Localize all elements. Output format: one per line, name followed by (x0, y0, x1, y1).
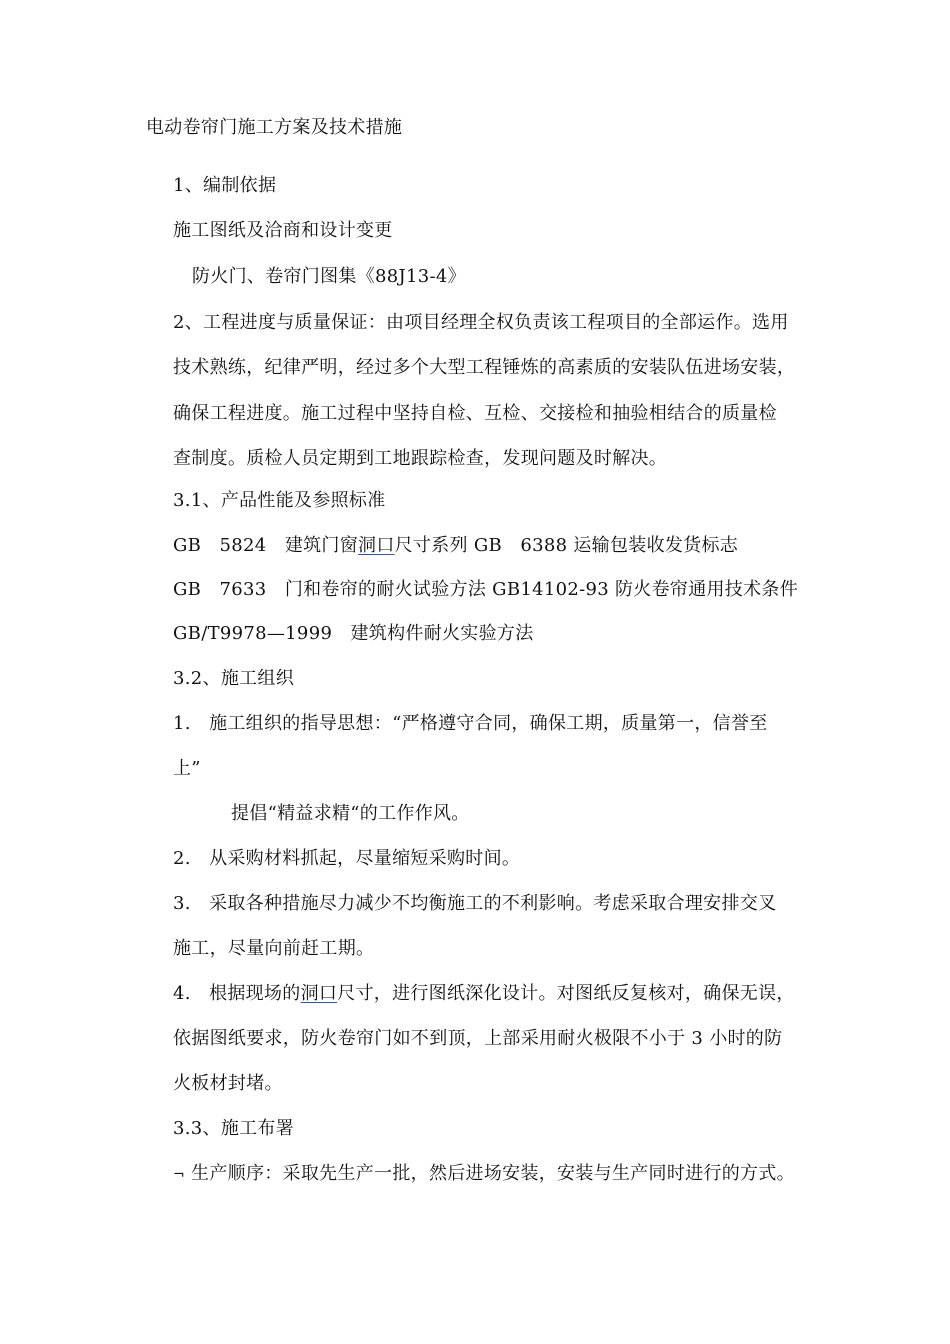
org-item-4-underlined: 洞口 (300, 983, 338, 1004)
bullet-mark: ¬ (173, 1167, 186, 1183)
org-item-2: 2. 从采购材料抓起，尽量缩短采购时间。 (173, 848, 521, 869)
section-3-2-heading: 3.2、施工组织 (173, 668, 295, 689)
section-2-line-1: 2、工程进度与质量保证：由项目经理全权负责该工程项目的全部运作。选用 (173, 312, 789, 333)
section-3-3-heading: 3.3、施工布署 (173, 1118, 295, 1139)
org-item-4-line-1 (173, 981, 795, 1007)
standard-line-1 (173, 533, 738, 559)
section-2-line-3: 确保工程进度。施工过程中坚持自检、互检、交接检和抽验相结合的质量检 (173, 403, 777, 424)
section-3-1-heading: 3.1、产品性能及参照标准 (173, 490, 386, 511)
standard-1-part-b: 尺寸系列 GB 6388 运输包装收发货标志 (394, 535, 739, 556)
section-2-line-4: 查制度。质检人员定期到工地跟踪检查，发现问题及时解决。 (173, 448, 668, 469)
standard-1-part-a: GB 5824 建筑门窗 (173, 535, 359, 556)
deployment-text: 生产顺序：采取先生产一批，然后进场安装，安装与生产同时进行的方式。 (191, 1163, 795, 1184)
section-2-line-2: 技术熟练，纪律严明，经过多个大型工程锤炼的高素质的安装队伍进场安装， (173, 357, 796, 378)
standard-line-3: GB/T9978—1999 建筑构件耐火实验方法 (173, 623, 534, 644)
standard-line-2: GB 7633 门和卷帘的耐火试验方法 GB14102-93 防火卷帘通用技术条件 (173, 579, 799, 600)
section-1-heading: 1、编制依据 (173, 175, 277, 196)
standard-1-underlined: 洞口 (358, 535, 395, 556)
org-item-1-line-1: 1. 施工组织的指导思想：“严格遵守合同，确保工期，质量第一，信誉至 (173, 713, 768, 734)
org-item-4-line-2: 依据图纸要求，防火卷帘门如不到顶，上部采用耐火极限不小于 3 小时的防 (173, 1028, 783, 1049)
basis-item-atlas: 防火门、卷帘门图集《88J13-4》 (192, 266, 466, 287)
org-item-1-line-2: 上” (173, 758, 201, 779)
org-item-4-part-a: 4. 根据现场的 (173, 983, 301, 1004)
basis-item-drawings: 施工图纸及洽商和设计变更 (173, 220, 393, 241)
deployment-line-1 (173, 1161, 795, 1188)
org-item-3-line-1: 3. 采取各种措施尽力减少不均衡施工的不利影响。考虑采取合理安排交叉 (173, 893, 777, 914)
document-title: 电动卷帘门施工方案及技术措施 (146, 117, 403, 138)
org-item-4-line-3: 火板材封堵。 (173, 1073, 283, 1094)
org-item-3-line-2: 施工，尽量向前赶工期。 (173, 938, 375, 959)
org-item-1-line-3: 提倡“精益求精“的工作作风。 (231, 803, 470, 824)
org-item-4-part-b: 尺寸，进行图纸深化设计。对图纸反复核对，确保无误， (337, 983, 795, 1004)
